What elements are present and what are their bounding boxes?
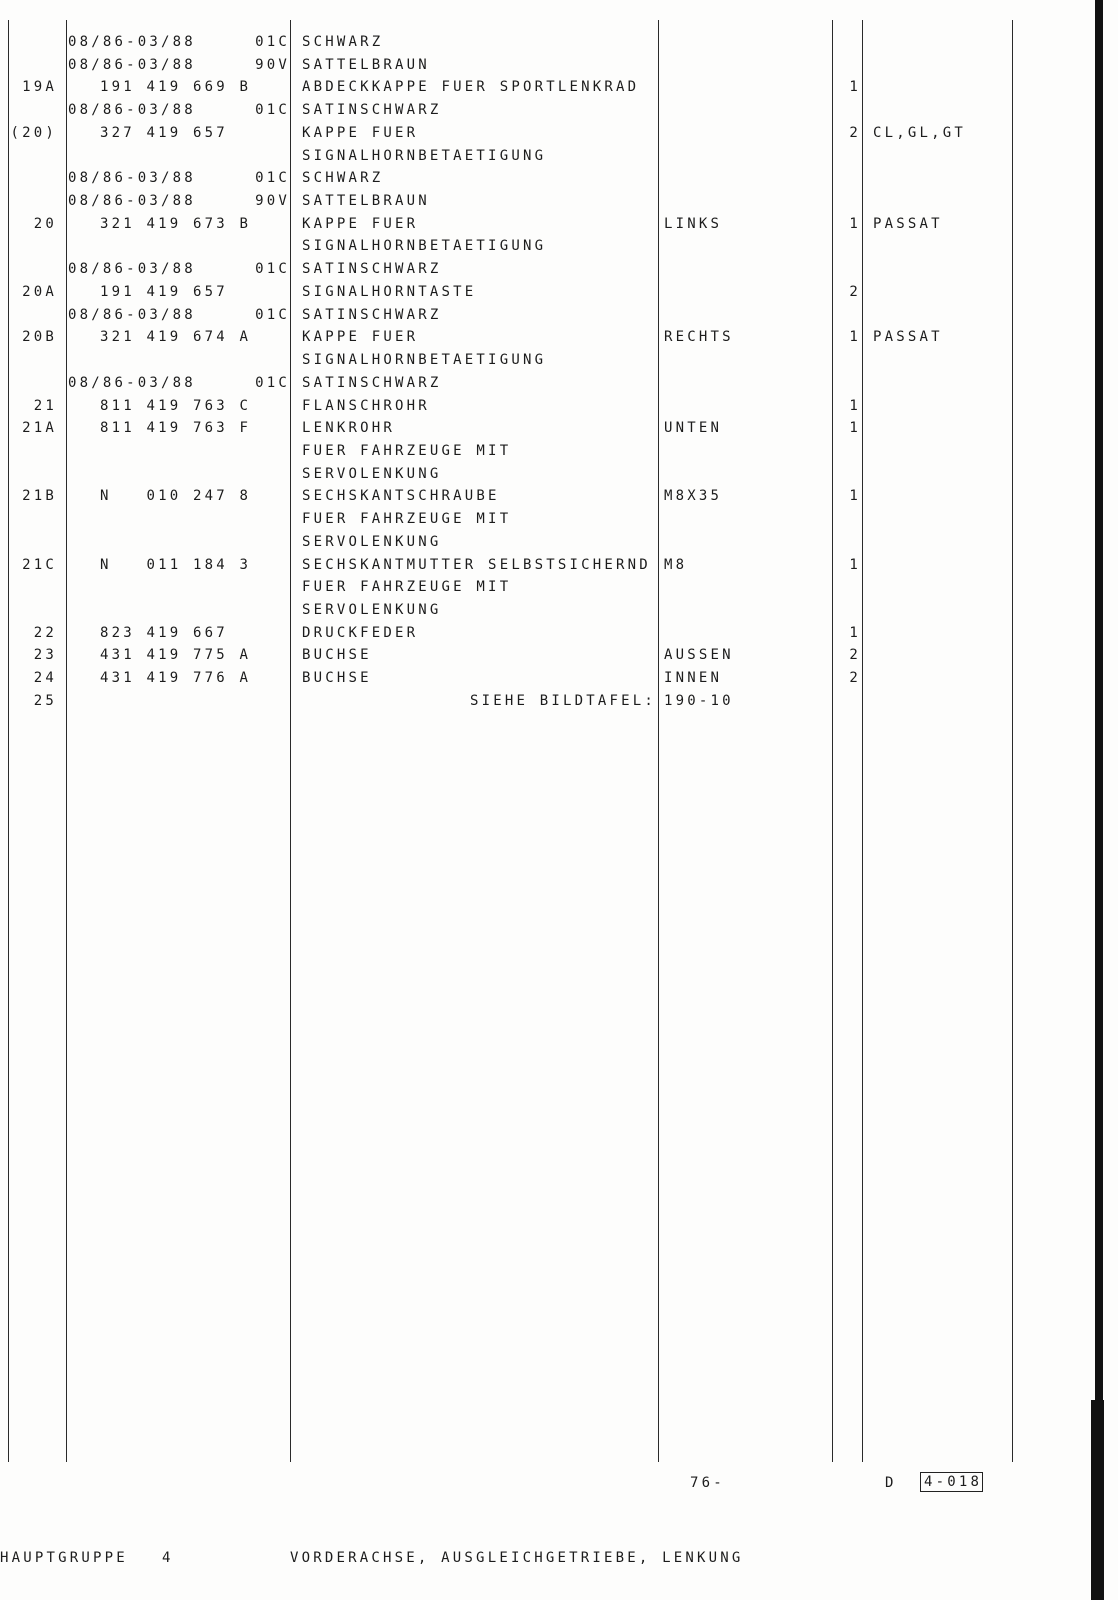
table-row xyxy=(0,122,1118,145)
description: SERVOLENKUNG xyxy=(302,465,442,482)
position-number: 21B xyxy=(22,488,57,505)
date-range: 08/86-03/88 xyxy=(68,306,196,323)
quantity: 2 xyxy=(849,283,861,300)
description: SIGNALHORNBETAETIGUNG xyxy=(302,147,547,164)
table-row xyxy=(0,235,1118,258)
main-group-title: VORDERACHSE, AUSGLEICHGETRIEBE, LENKUNG xyxy=(290,1550,744,1566)
date-range: 08/86-03/88 xyxy=(68,170,196,187)
scan-edge-bar-lower xyxy=(1091,1400,1104,1600)
position-number: 25 xyxy=(33,692,57,709)
description: ABDECKKAPPE FUER SPORTLENKRAD xyxy=(302,79,640,96)
parts-table xyxy=(0,31,1118,713)
description: SCHWARZ xyxy=(302,170,384,187)
color-code: 90V xyxy=(255,193,290,210)
table-row xyxy=(0,417,1118,440)
quantity: 1 xyxy=(849,79,861,96)
remark: 190-10 xyxy=(664,692,734,709)
description: SATINSCHWARZ xyxy=(302,374,442,391)
part-number: N 010 247 8 xyxy=(100,488,252,505)
part-number: 431 419 776 A xyxy=(100,670,252,687)
remark: M8X35 xyxy=(664,488,723,505)
color-code: 01C xyxy=(255,34,290,50)
model: PASSAT xyxy=(873,215,943,232)
table-row xyxy=(0,213,1118,236)
date-range: 08/86-03/88 xyxy=(68,102,196,119)
description: SIEHE BILDTAFEL: xyxy=(469,692,656,709)
date-range: 08/86-03/88 xyxy=(68,34,196,50)
quantity: 1 xyxy=(849,215,861,232)
table-row xyxy=(0,576,1118,599)
table-row xyxy=(0,622,1118,645)
description: BUCHSE xyxy=(302,670,372,687)
table-row xyxy=(0,258,1118,281)
date-range: 08/86-03/88 xyxy=(68,261,196,278)
color-code: 01C xyxy=(255,170,290,187)
table-row xyxy=(0,167,1118,190)
catalog-prefix: D xyxy=(885,1475,897,1491)
quantity: 1 xyxy=(849,624,861,641)
color-code: 01C xyxy=(255,261,290,278)
quantity: 1 xyxy=(849,556,861,573)
description: FUER FAHRZEUGE MIT xyxy=(302,511,512,528)
description: FUER FAHRZEUGE MIT xyxy=(302,442,512,459)
position-number: 19A xyxy=(22,79,57,96)
date-range: 08/86-03/88 xyxy=(68,193,196,210)
description: FUER FAHRZEUGE MIT xyxy=(302,579,512,596)
position-number: 22 xyxy=(33,624,57,641)
description: LENKROHR xyxy=(302,420,396,437)
position-number: 21 xyxy=(33,397,57,414)
position-number: 20B xyxy=(22,329,57,346)
quantity: 2 xyxy=(849,124,861,141)
table-row xyxy=(0,99,1118,122)
main-group-number: 4 xyxy=(162,1550,174,1566)
part-number: 327 419 657 xyxy=(100,124,228,141)
illustration-reference: 4-018 xyxy=(920,1472,983,1492)
page-number: 76- xyxy=(690,1475,725,1491)
part-number: 823 419 667 xyxy=(100,624,228,641)
table-row xyxy=(0,281,1118,304)
description: SATINSCHWARZ xyxy=(302,306,442,323)
description: SECHSKANTMUTTER SELBSTSICHERND xyxy=(302,556,651,573)
table-row xyxy=(0,76,1118,99)
table-row xyxy=(0,508,1118,531)
description: SECHSKANTSCHRAUBE xyxy=(302,488,500,505)
description: FLANSCHROHR xyxy=(302,397,430,414)
quantity: 1 xyxy=(849,488,861,505)
table-row xyxy=(0,304,1118,327)
table-row xyxy=(0,690,1118,713)
table-row xyxy=(0,190,1118,213)
color-code: 01C xyxy=(255,374,290,391)
part-number: 811 419 763 C xyxy=(100,397,252,414)
main-group-label: HAUPTGRUPPE xyxy=(0,1550,128,1566)
color-code: 01C xyxy=(255,306,290,323)
color-code: 01C xyxy=(255,102,290,119)
part-number: 431 419 775 A xyxy=(100,647,252,664)
table-row xyxy=(0,531,1118,554)
table-row xyxy=(0,54,1118,77)
description: SATINSCHWARZ xyxy=(302,261,442,278)
table-row xyxy=(0,599,1118,622)
table-row xyxy=(0,554,1118,577)
description: SIGNALHORNTASTE xyxy=(302,283,477,300)
table-row xyxy=(0,349,1118,372)
description: SATINSCHWARZ xyxy=(302,102,442,119)
description: SATTELBRAUN xyxy=(302,193,430,210)
description: KAPPE FUER xyxy=(302,124,419,141)
color-code: 90V xyxy=(255,56,290,73)
remark: INNEN xyxy=(664,670,723,687)
table-row xyxy=(0,667,1118,690)
date-range: 08/86-03/88 xyxy=(68,56,196,73)
quantity: 2 xyxy=(849,670,861,687)
table-row xyxy=(0,440,1118,463)
description: SIGNALHORNBETAETIGUNG xyxy=(302,352,547,369)
remark: M8 xyxy=(664,556,688,573)
table-row xyxy=(0,395,1118,418)
description: DRUCKFEDER xyxy=(302,624,419,641)
table-row xyxy=(0,31,1118,54)
table-row xyxy=(0,463,1118,486)
position-number: 20A xyxy=(22,283,57,300)
part-number: 321 419 674 A xyxy=(100,329,252,346)
remark: LINKS xyxy=(664,215,723,232)
position-number: (20) xyxy=(10,124,57,141)
position-number: 20 xyxy=(33,215,57,232)
position-number: 24 xyxy=(33,670,57,687)
part-number: 191 419 669 B xyxy=(100,79,252,96)
remark: UNTEN xyxy=(664,420,723,437)
part-number: N 011 184 3 xyxy=(100,556,252,573)
quantity: 1 xyxy=(849,397,861,414)
date-range: 08/86-03/88 xyxy=(68,374,196,391)
remark: AUSSEN xyxy=(664,647,734,664)
description: KAPPE FUER xyxy=(302,329,419,346)
description: SIGNALHORNBETAETIGUNG xyxy=(302,238,547,255)
remark: RECHTS xyxy=(664,329,734,346)
position-number: 21A xyxy=(22,420,57,437)
description: BUCHSE xyxy=(302,647,372,664)
part-number: 321 419 673 B xyxy=(100,215,252,232)
table-row xyxy=(0,644,1118,667)
description: KAPPE FUER xyxy=(302,215,419,232)
model: PASSAT xyxy=(873,329,943,346)
table-row xyxy=(0,485,1118,508)
table-row xyxy=(0,326,1118,349)
description: SERVOLENKUNG xyxy=(302,601,442,618)
position-number: 21C xyxy=(22,556,57,573)
description: SCHWARZ xyxy=(302,34,384,50)
table-row xyxy=(0,145,1118,168)
part-number: 811 419 763 F xyxy=(100,420,252,437)
quantity: 1 xyxy=(849,329,861,346)
quantity: 1 xyxy=(849,420,861,437)
model: CL,GL,GT xyxy=(873,124,967,141)
description: SERVOLENKUNG xyxy=(302,533,442,550)
quantity: 2 xyxy=(849,647,861,664)
table-row xyxy=(0,372,1118,395)
position-number: 23 xyxy=(33,647,57,664)
description: SATTELBRAUN xyxy=(302,56,430,73)
part-number: 191 419 657 xyxy=(100,283,228,300)
